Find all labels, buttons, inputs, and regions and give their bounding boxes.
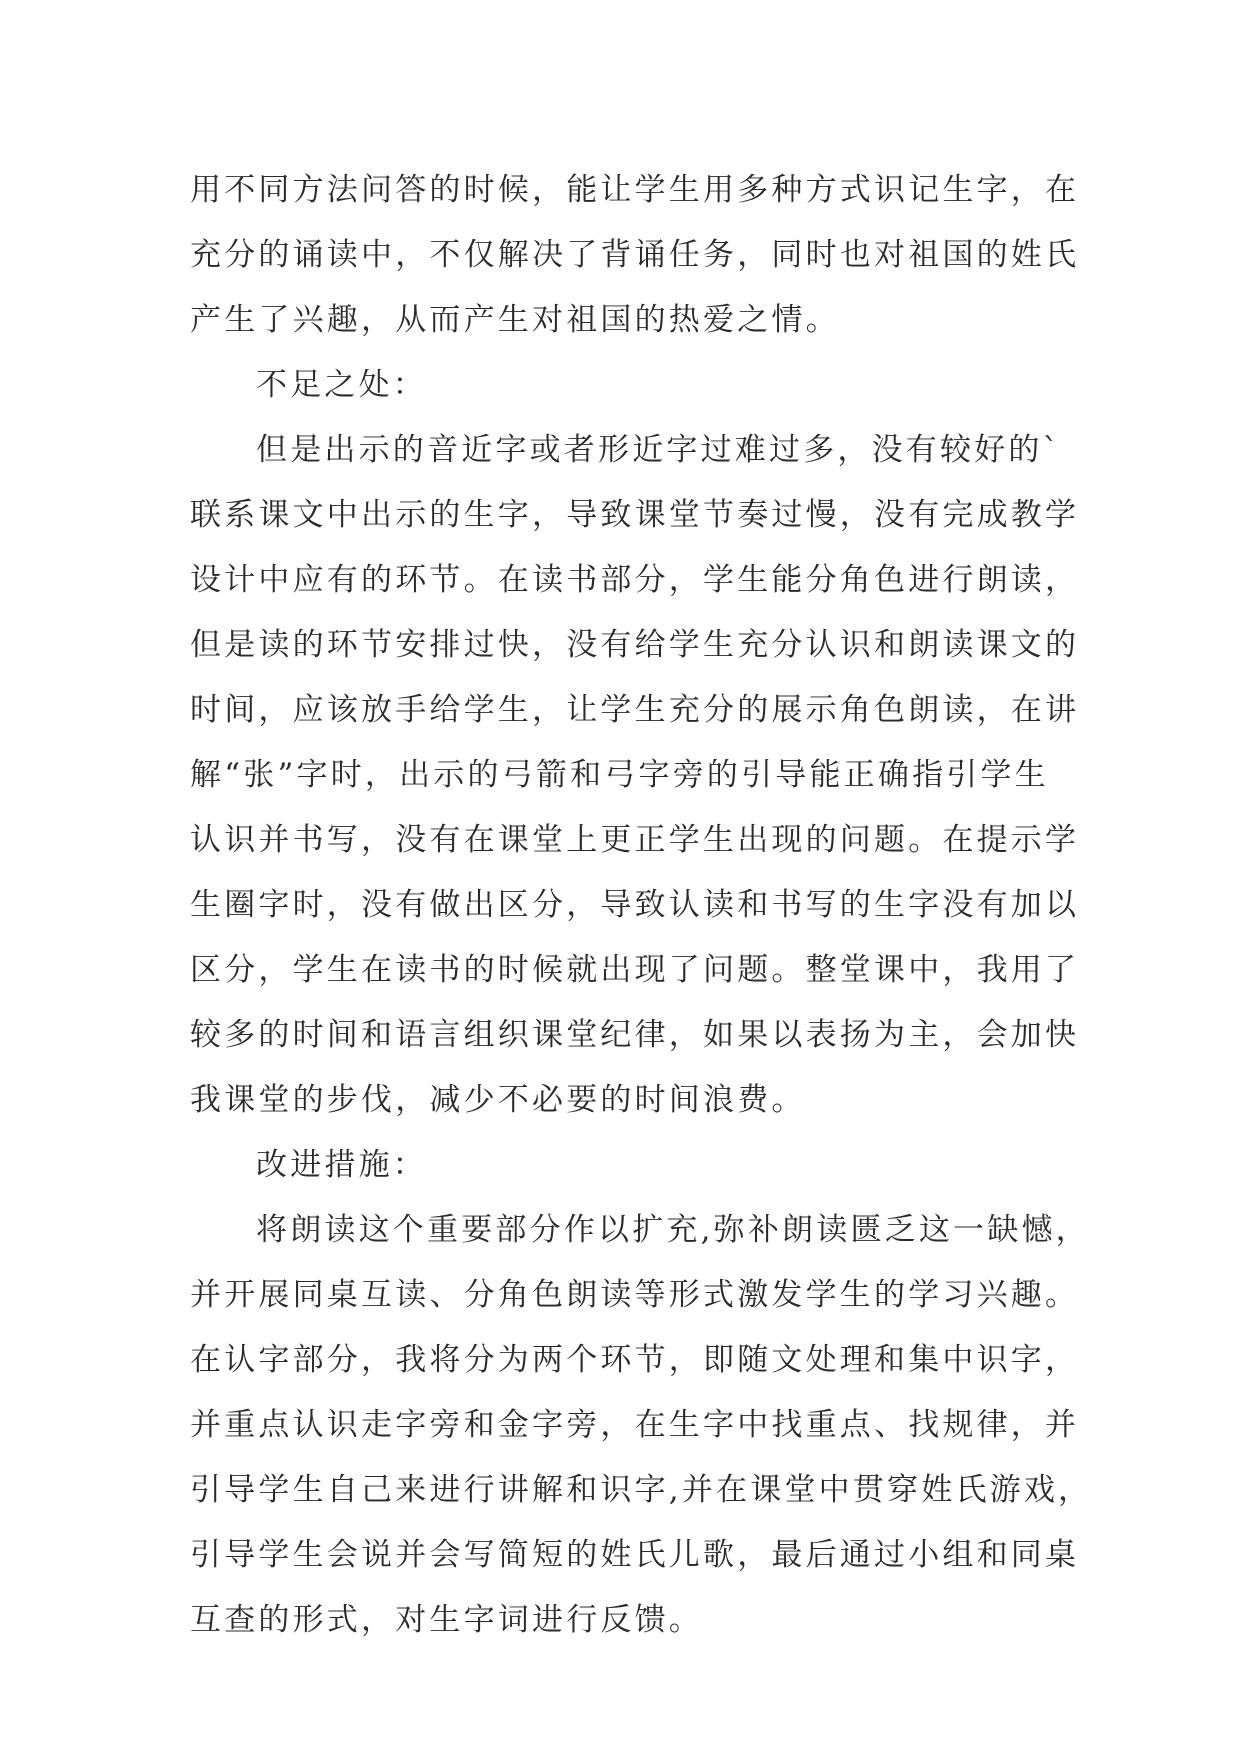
- text-line: 并重点认识走字旁和金字旁，在生字中找重点、找规律，并: [190, 1407, 1080, 1443]
- text-line: 将朗读这个重要部分作以扩充,弥补朗读匮乏这一缺憾，: [256, 1212, 1090, 1248]
- text-line: 我课堂的步伐，减少不必要的时间浪费。: [190, 1082, 806, 1118]
- text-line: 互查的形式，对生字词进行反馈。: [190, 1602, 703, 1638]
- text-line: 区分，学生在读书的时候就出现了问题。整堂课中，我用了: [190, 952, 1080, 988]
- text-line: 产生了兴趣，从而产生对祖国的热爱之情。: [190, 302, 840, 338]
- body-text: [190, 158, 1093, 1653]
- text-line: 时间，应该放手给学生，让学生充分的展示角色朗读，在讲: [190, 692, 1080, 728]
- text-line: 较多的时间和语言组织课堂纪律，如果以表扬为主，会加快: [190, 1017, 1080, 1053]
- text-line: 设计中应有的环节。在读书部分，学生能分角色进行朗读，: [190, 562, 1080, 598]
- text-line: 解“张”字时，出示的弓箭和弓字旁的引导能正确指引学生: [190, 757, 1049, 793]
- text-line: 但是读的环节安排过快，没有给学生充分认识和朗读课文的: [190, 627, 1080, 663]
- text-line: 用不同方法问答的时候，能让学生用多种方式识记生字，在: [190, 172, 1080, 208]
- text-line: 不足之处：: [256, 367, 427, 403]
- text-line: 生圈字时，没有做出区分，导致认读和书写的生字没有加以: [190, 887, 1080, 923]
- text-line: 改进措施：: [256, 1147, 427, 1183]
- text-line: 但是出示的音近字或者形近字过难过多，没有较好的`: [256, 432, 1062, 468]
- text-line: 引导学生会说并会写简短的姓氏儿歌，最后通过小组和同桌: [190, 1537, 1080, 1573]
- text-line: 认识并书写，没有在课堂上更正学生出现的问题。在提示学: [190, 822, 1080, 858]
- text-line: 在认字部分，我将分为两个环节，即随文处理和集中识字，: [190, 1342, 1080, 1378]
- text-line: 引导学生自己来进行讲解和识字,并在课堂中贯穿姓氏游戏，: [190, 1472, 1093, 1508]
- text-line: 充分的诵读中，不仅解决了背诵任务，同时也对祖国的姓氏: [190, 237, 1080, 273]
- text-line: 联系课文中出示的生字，导致课堂节奏过慢，没有完成教学: [190, 497, 1080, 533]
- text-line: 并开展同桌互读、分角色朗读等形式激发学生的学习兴趣。: [190, 1277, 1080, 1313]
